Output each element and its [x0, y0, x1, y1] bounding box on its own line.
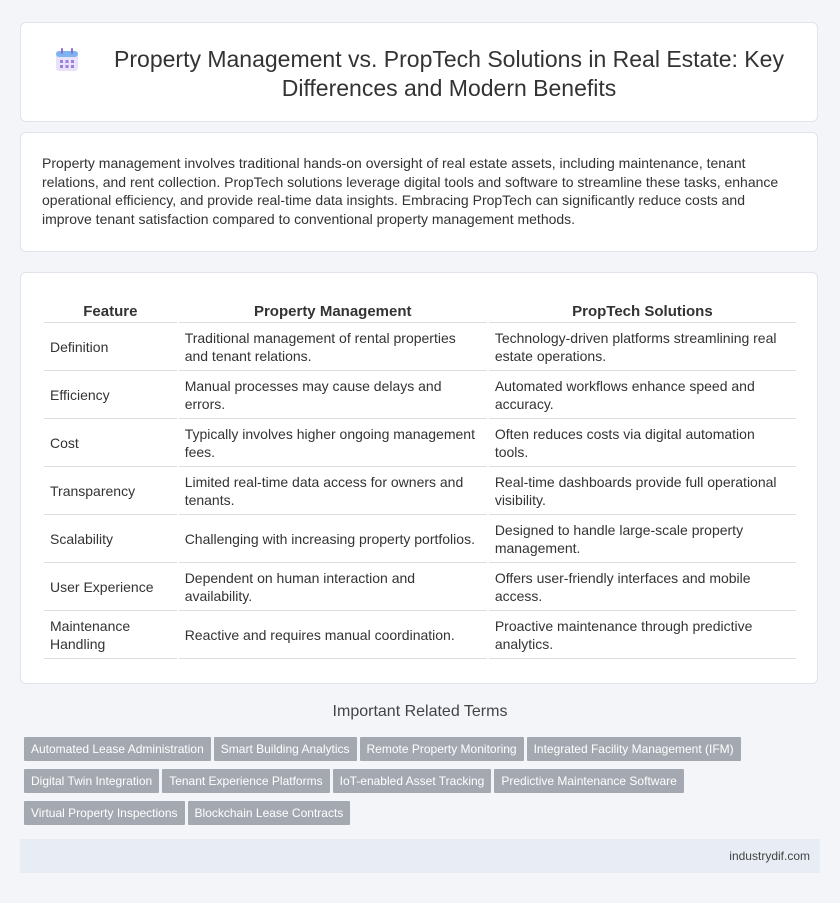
- feature-cell: Scalability: [44, 515, 177, 563]
- proptech-cell: Real-time dashboards provide full operational visibility.: [489, 467, 796, 515]
- related-term-tag[interactable]: Automated Lease Administration: [24, 737, 211, 761]
- feature-cell: Transparency: [44, 467, 177, 515]
- table-row: [44, 419, 796, 467]
- table-row: [44, 371, 796, 419]
- related-term-tag[interactable]: Virtual Property Inspections: [24, 801, 185, 825]
- table-row: [44, 563, 796, 611]
- related-terms-list: [24, 737, 814, 833]
- column-header: Feature: [44, 293, 177, 323]
- feature-cell: Maintenance Handling: [44, 611, 177, 659]
- related-term-tag[interactable]: Integrated Facility Management (IFM): [527, 737, 741, 761]
- related-term-tag[interactable]: Tenant Experience Platforms: [162, 769, 329, 793]
- property-management-cell: Limited real-time data access for owners and tenants.: [179, 467, 487, 515]
- comparison-card: [20, 272, 818, 684]
- related-term-tag[interactable]: Digital Twin Integration: [24, 769, 159, 793]
- related-term-tag[interactable]: IoT-enabled Asset Tracking: [333, 769, 492, 793]
- related-term-tag[interactable]: Remote Property Monitoring: [360, 737, 524, 761]
- property-management-cell: Typically involves higher ongoing management fees.: [179, 419, 487, 467]
- table-row: [44, 515, 796, 563]
- property-management-cell: Manual processes may cause delays and errors.: [179, 371, 487, 419]
- related-term-tag[interactable]: Predictive Maintenance Software: [494, 769, 683, 793]
- feature-cell: Definition: [44, 323, 177, 371]
- feature-cell: Cost: [44, 419, 177, 467]
- proptech-cell: Designed to handle large-scale property management.: [489, 515, 796, 563]
- calendar-icon: [54, 47, 80, 73]
- property-management-cell: Challenging with increasing property portfolios.: [179, 515, 487, 563]
- column-header: Property Management: [179, 293, 487, 323]
- proptech-cell: Often reduces costs via digital automation tools.: [489, 419, 796, 467]
- proptech-cell: Offers user-friendly interfaces and mobile access.: [489, 563, 796, 611]
- property-management-cell: Traditional management of rental properties and tenant relations.: [179, 323, 487, 371]
- property-management-cell: Dependent on human interaction and availability.: [179, 563, 487, 611]
- related-terms-title: Important Related Terms: [332, 703, 508, 720]
- related-term-tag[interactable]: Blockchain Lease Contracts: [188, 801, 351, 825]
- table-header-row: [44, 293, 796, 323]
- proptech-cell: Proactive maintenance through predictive analytics.: [489, 611, 796, 659]
- property-management-cell: Reactive and requires manual coordination.: [179, 611, 487, 659]
- column-header: PropTech Solutions: [489, 293, 796, 323]
- related-term-tag[interactable]: Smart Building Analytics: [214, 737, 357, 761]
- comparison-table: [42, 293, 798, 659]
- intro-paragraph: Property management involves traditional hands-on oversight of real estate assets, including maintenance, tenant relations, and rent collection. PropTech solutions leverage digital tools and software to streamline these tasks, enhance operational efficiency, and provide real-time data insights. Embracing PropTech can significantly reduce costs and improve tenant satisfaction compared to conventional property management methods.: [42, 155, 779, 227]
- feature-cell: Efficiency: [44, 371, 177, 419]
- table-row: [44, 323, 796, 371]
- table-row: [44, 467, 796, 515]
- footer-site-link[interactable]: industrydif.com: [729, 849, 810, 863]
- intro-card: [20, 132, 818, 252]
- footer: [20, 839, 820, 873]
- page-title: Property Management vs. PropTech Solutions in Real Estate: Key Differences and Modern Benefits: [114, 46, 784, 101]
- table-row: [44, 611, 796, 659]
- proptech-cell: Automated workflows enhance speed and accuracy.: [489, 371, 796, 419]
- proptech-cell: Technology-driven platforms streamlining real estate operations.: [489, 323, 796, 371]
- feature-cell: User Experience: [44, 563, 177, 611]
- header-card: [20, 22, 818, 122]
